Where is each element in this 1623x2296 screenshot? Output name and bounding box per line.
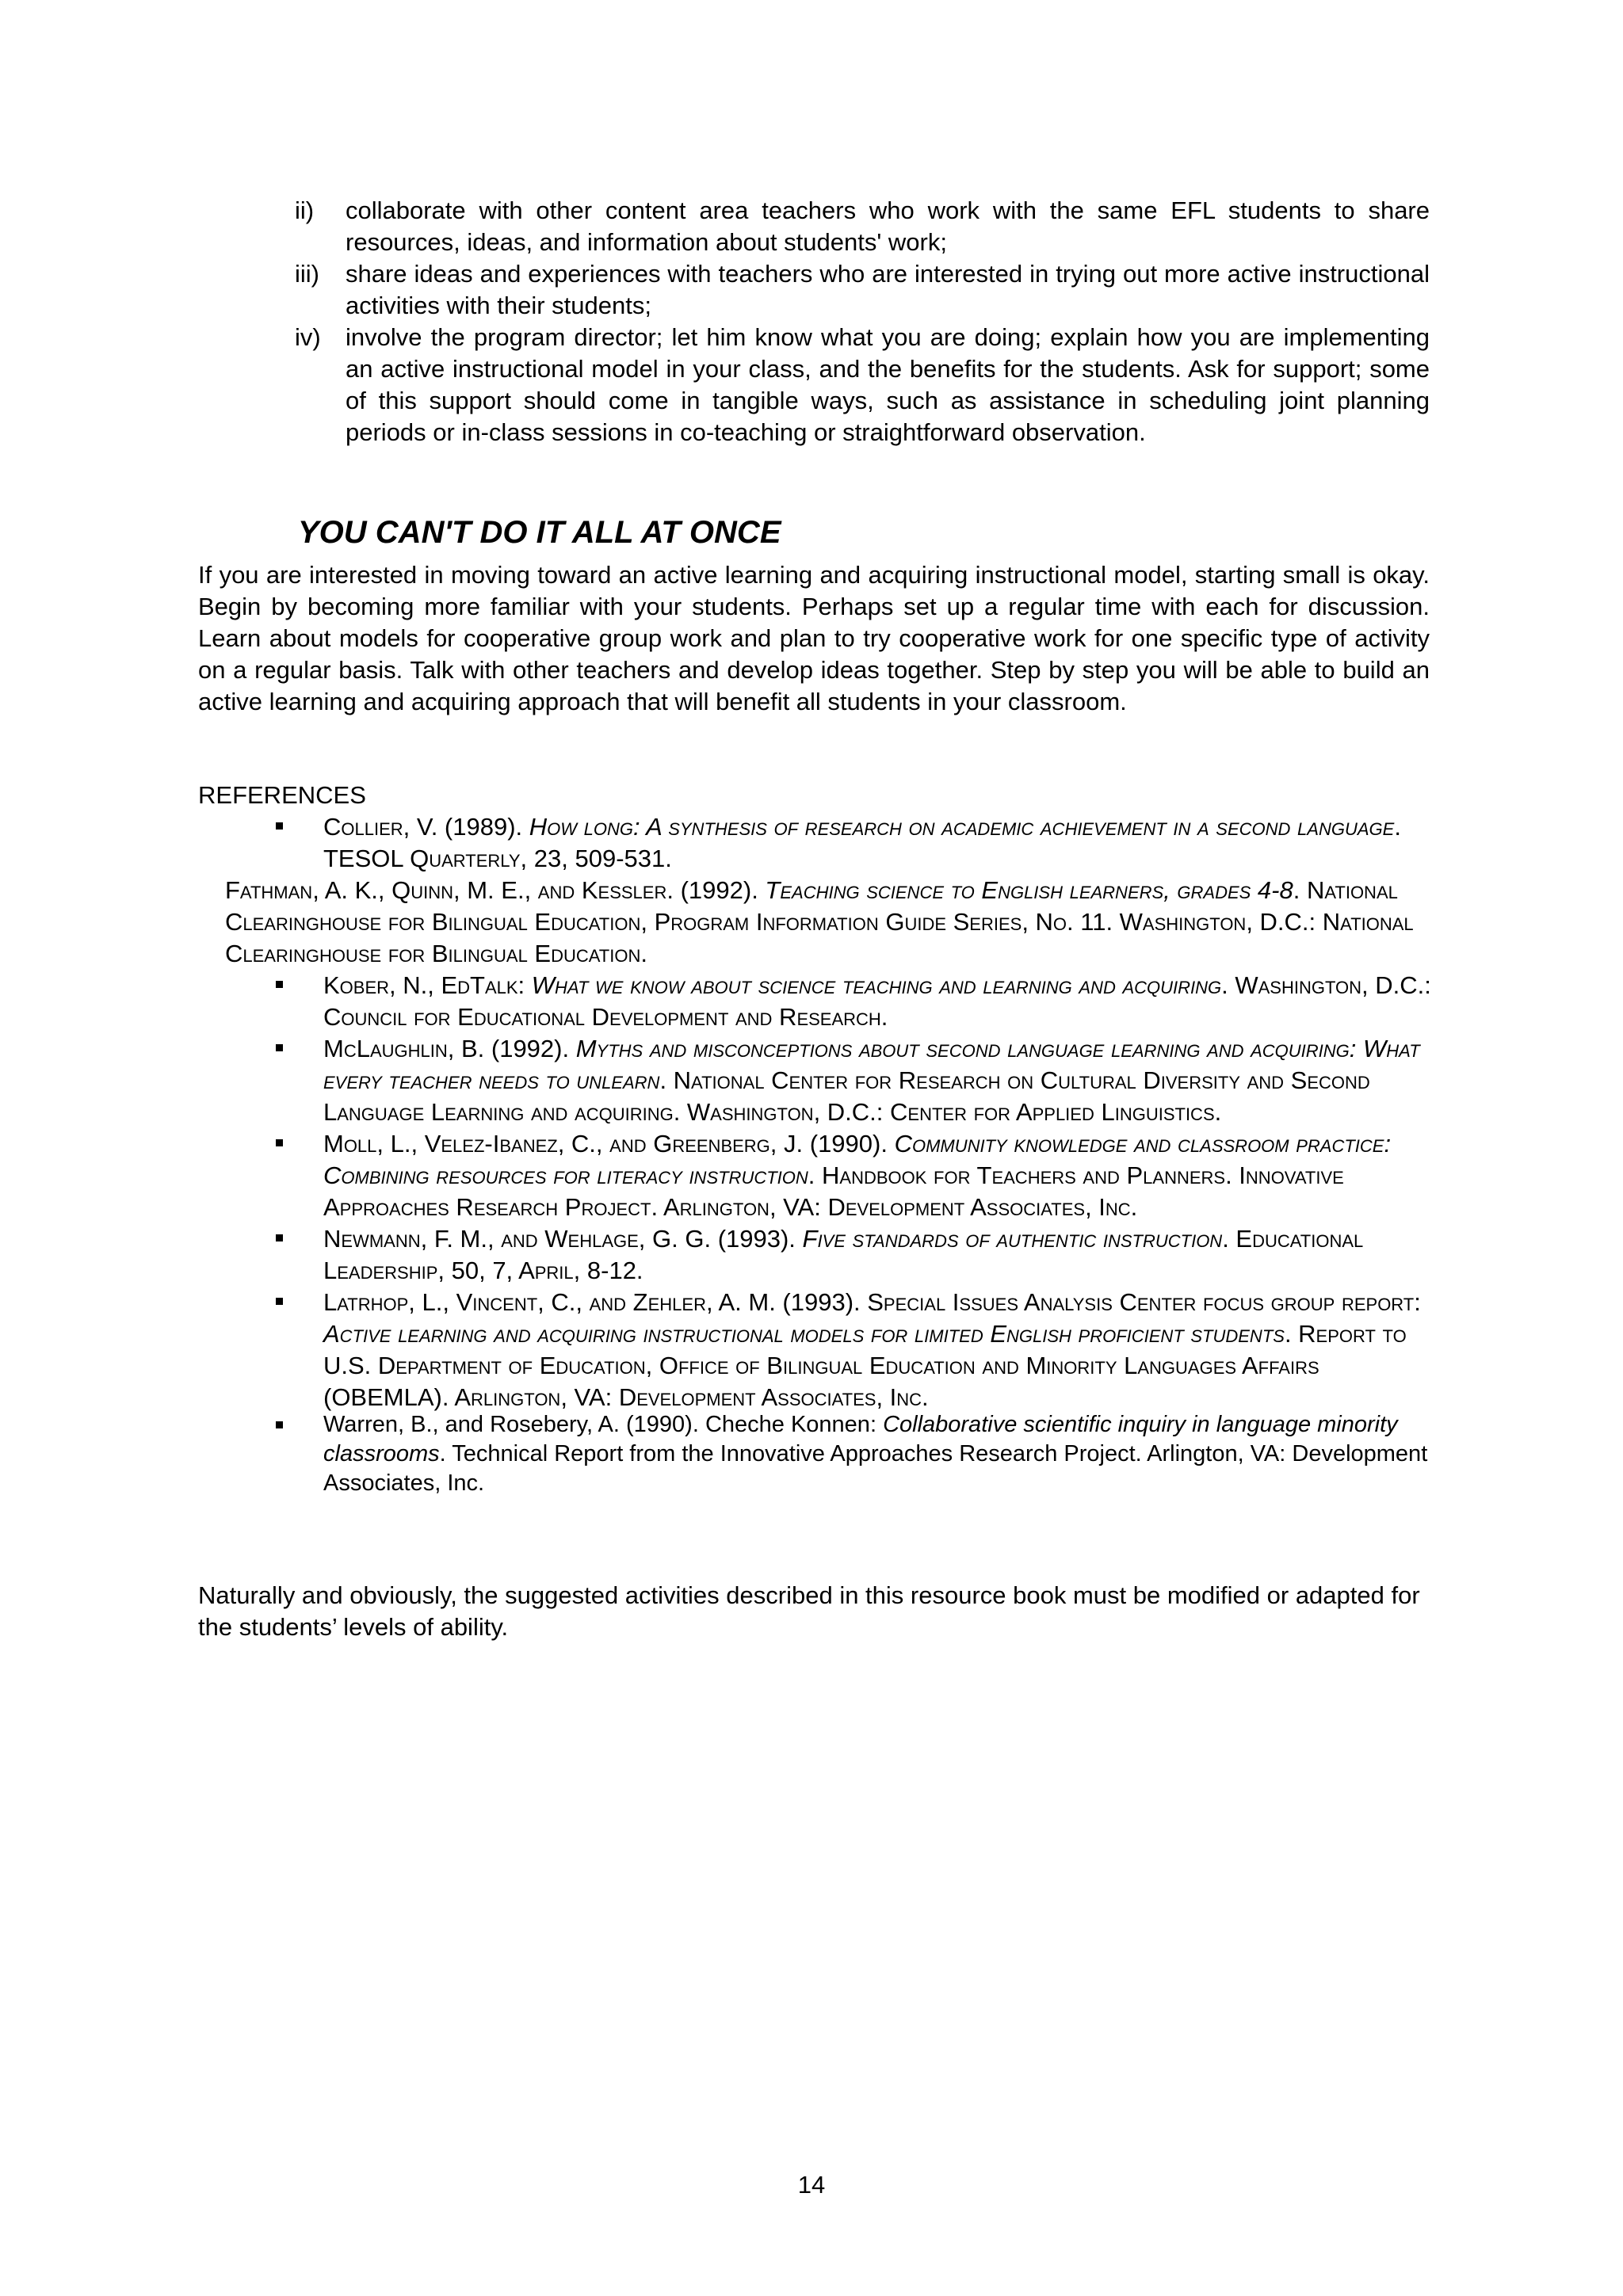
reference-details: . Educational Leadership, 50, 7, April, 8-12. bbox=[323, 1225, 1364, 1284]
closing-note: Naturally and obviously, the suggested activities described in this resource book must be modified or adapted for the students’ levels of ability. bbox=[198, 1581, 1420, 1641]
list-item bbox=[295, 258, 1430, 322]
reference-title: Five standards of authentic instruction bbox=[802, 1225, 1223, 1253]
reference-title: Community knowledge and classroom practice: Combining resources for literacy instruction bbox=[323, 1130, 1392, 1189]
roman-numeral-list bbox=[295, 195, 1430, 448]
reference-latrhop bbox=[274, 1287, 1431, 1413]
list-item-text: share ideas and experiences with teachers who are interested in trying out more active instructional activities with their students; bbox=[346, 260, 1430, 319]
page-number: 14 bbox=[797, 2171, 826, 2199]
reference-collier bbox=[274, 811, 1431, 875]
reference-author: Latrhop, L., Vincent, C., and Zehler, A. M. (1993). Special Issues Analysis Center focus group report: bbox=[323, 1288, 1421, 1316]
reference-details: . Technical Report from the Innovative Approaches Research Project. Arlington, VA: Development Associates, Inc. bbox=[323, 1441, 1428, 1496]
list-item-text: collaborate with other content area teachers who work with the same EFL students to share resources, ideas, and information about students' work; bbox=[346, 196, 1430, 256]
bullet-icon bbox=[274, 1033, 290, 1065]
bullet-icon bbox=[274, 1128, 290, 1160]
reference-details: . TESOL Quarterly, 23, 509-531. bbox=[323, 813, 1401, 872]
section-body: If you are interested in moving toward an active learning and acquiring instructional model, starting small is okay. Begin by becoming more familiar with your students. Perhaps set up a regular time with each for discussion. Learn about models for cooperative group work and plan to try cooperative work for one specific type of activity on a regular basis. Talk with other teachers and develop ideas together. Step by step you will be able to build an active learning and acquiring approach that will benefit all students in your classroom. bbox=[198, 561, 1430, 715]
reference-fathman bbox=[225, 875, 1438, 970]
reference-moll bbox=[274, 1128, 1431, 1223]
bullet-icon bbox=[274, 1223, 290, 1255]
reference-author: Collier, V. (1989). bbox=[323, 813, 529, 841]
references-heading: REFERENCES bbox=[198, 781, 366, 809]
reference-author: Moll, L., Velez-Ibanez, C., and Greenberg, J. (1990). bbox=[323, 1130, 895, 1158]
reference-title: Myths and misconceptions about second language learning and acquiring: What every teacher needs to unlearn bbox=[323, 1035, 1420, 1094]
reference-details: . National Clearinghouse for Bilingual Education, Program Information Guide Series, No. 11. Washington, D.C.: National Clearinghouse for Bilingual Education. bbox=[225, 876, 1414, 967]
list-item-number: ii) bbox=[295, 196, 315, 224]
reference-warren bbox=[274, 1410, 1431, 1498]
reference-author: Newmann, F. M., and Wehlage, G. G. (1993). bbox=[323, 1225, 803, 1253]
reference-details: . Report to U.S. Department of Education, Office of Bilingual Education and Minority Languages Affairs (OBEMLA). Arlington, VA: Development Associates, Inc. bbox=[323, 1320, 1407, 1411]
reference-author: Fathman, A. K., Quinn, M. E., and Kessler. (1992). bbox=[225, 876, 766, 904]
reference-author: Kober, N., EdTalk: bbox=[323, 971, 532, 999]
list-item-text: involve the program director; let him know what you are doing; explain how you are implementing an active instructional model in your class, and the benefits for the students. Ask for support; some of this support should come in tangible ways, such as assistance in scheduling joint planning periods or in-class sessions in co-teaching or straightforward observation. bbox=[346, 323, 1430, 446]
list-item-number: iii) bbox=[295, 260, 319, 288]
bullet-icon bbox=[274, 811, 290, 843]
reference-title: Teaching science to English learners, grades 4-8 bbox=[765, 876, 1293, 904]
reference-mclaughlin bbox=[274, 1033, 1431, 1128]
list-item bbox=[295, 195, 1430, 258]
reference-details: . National Center for Research on Cultural Diversity and Second Language Learning and acquiring. Washington, D.C.: Center for Applied Linguistics. bbox=[323, 1066, 1370, 1126]
reference-details: . Handbook for Teachers and Planners. Innovative Approaches Research Project. Arlington, VA: Development Associates, Inc. bbox=[323, 1161, 1344, 1221]
reference-kober bbox=[274, 970, 1431, 1033]
section-heading: YOU CAN'T DO IT ALL AT ONCE bbox=[298, 515, 781, 550]
bullet-icon bbox=[274, 1410, 290, 1442]
reference-author: McLaughlin, B. (1992). bbox=[323, 1035, 576, 1062]
bullet-icon bbox=[274, 970, 290, 1001]
list-item-number: iv) bbox=[295, 323, 321, 351]
reference-title: Collaborative scientific inquiry in language minority classrooms bbox=[323, 1412, 1398, 1466]
reference-title: What we know about science teaching and learning and acquiring bbox=[531, 971, 1222, 999]
reference-title: How long: A synthesis of research on academic achievement in a second language bbox=[529, 813, 1395, 841]
list-item bbox=[295, 322, 1430, 448]
reference-author: Warren, B., and Rosebery, A. (1990). Cheche Konnen: bbox=[323, 1412, 884, 1437]
bullet-icon bbox=[274, 1287, 290, 1318]
reference-title: Active learning and acquiring instructional models for limited English proficient students bbox=[323, 1320, 1285, 1348]
reference-details: . Washington, D.C.: Council for Educational Development and Research. bbox=[323, 971, 1431, 1031]
reference-newmann bbox=[274, 1223, 1431, 1287]
